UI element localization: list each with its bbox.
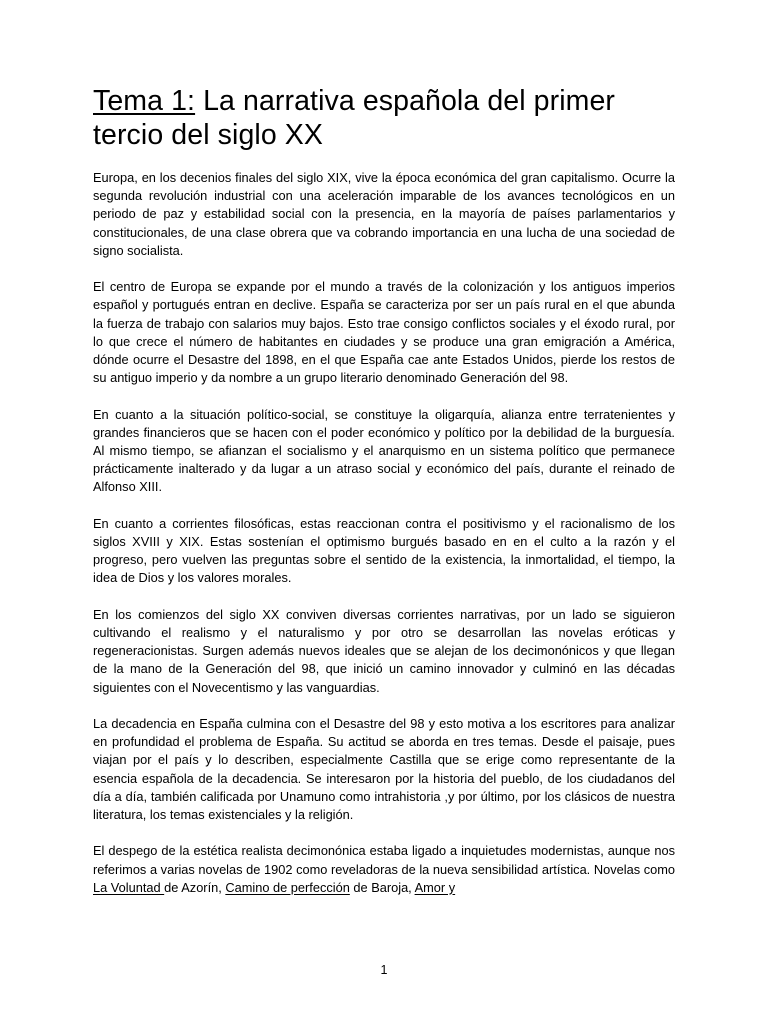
book-link-la-voluntad[interactable]: La Voluntad (93, 879, 165, 895)
paragraph-1: Europa, en los decenios finales del siglo XIX, vive la época económica del gran capitalismo. Ocurre la segunda revolución industrial con una aceleración imparable de los avances tecnológicos en un periodo de paz y estabilidad social con la presencia, en la mayoría de países parlamentarios y constitucionales, de una clase obrera que va cobrando importancia en una lucha de una sociedad de signo socialista. (93, 170, 675, 258)
page-title (93, 84, 675, 152)
book-link-camino-de-perfeccion[interactable]: Camino de perfección (225, 879, 350, 895)
paragraph-7-text-1: El despego de la estética realista decimonónica estaba ligado a inquietudes modernistas, aunque nos referimos a varias novelas de 1902 como reveladoras de la nueva sensibilidad artística. Novelas como (93, 843, 675, 877)
paragraph-5: En los comienzos del siglo XX conviven diversas corrientes narrativas, por un lado se siguieron cultivando el realismo y el naturalismo y por otro se desarrollan las novelas eróticas y regeneracionistas. Surgen además nuevos ideales que se alejan de los decimonónicos y que llegan de la mano de la Generación del 98, que inició un camino innovador y culminó en las décadas siguientes con el Novecentismo y las vanguardias. (93, 606, 675, 695)
paragraph-3: En cuanto a la situación político-social, se constituye la oligarquía, alianza entre terratenientes y grandes financieros que se hacen con el poder económico y político por la debilidad de la burguesía. Al mismo tiempo, se afianzan el socialismo y el anarquismo en un sistema político que permanece prácticamente inalterado y da lugar a un atraso social y económico del país, durante el reinado de Alfonso XIII. (93, 406, 675, 495)
paragraph-6: La decadencia en España culmina con el Desastre del 98 y esto motiva a los escritores para analizar en profundidad el problema de España. Su actitud se aborda en tres temas. Desde el paisaje, pues viajan por el país y lo describen, especialmente Castilla que se erige como representante de la esencia española de la decadencia. Se interesaron por la historia del pueblo, de los ciudadanos del día a día, también calificada por Unamuno como intrahistoria ,y por último, por los clásicos de nuestra literatura, los temas existenciales y la religión. (93, 716, 675, 823)
paragraph-7-text-3: de Baroja, (349, 879, 415, 895)
book-link-amor-y[interactable]: Amor y (414, 879, 456, 895)
title-label: Tema 1: (93, 85, 196, 117)
paragraph-7 (93, 842, 675, 897)
paragraph-7-text-2: de Azorín, (164, 879, 226, 895)
document-page (93, 84, 675, 915)
page-number: 1 (380, 963, 388, 977)
paragraph-2: El centro de Europa se expande por el mundo a través de la colonización y los antiguos imperios español y portugués entran en declive. España se caracteriza por ser un país rural en el que abunda la fuerza de trabajo con salarios muy bajos. Esto trae consigo conflictos sociales y el éxodo rural, por lo que crece el número de habitantes en ciudades y se produce una gran emigración a América, dónde ocurre el Desastre del 1898, en el que España cae ante Estados Unidos, pierde los restos de su antiguo imperio y da nombre a un grupo literario denominado Generación del 98. (93, 279, 675, 386)
title-text: La narrativa española del primer tercio del siglo XX (93, 85, 616, 151)
paragraph-4: En cuanto a corrientes filosóficas, estas reaccionan contra el positivismo y el racionalismo de los siglos XVIII y XIX. Estas sostenían el optimismo burgués basado en en el culto a la razón y el progreso, pero vuelven las preguntas sobre el sentido de la existencia, la inmortalidad, el tiempo, la idea de Dios y los valores morales. (93, 515, 675, 586)
